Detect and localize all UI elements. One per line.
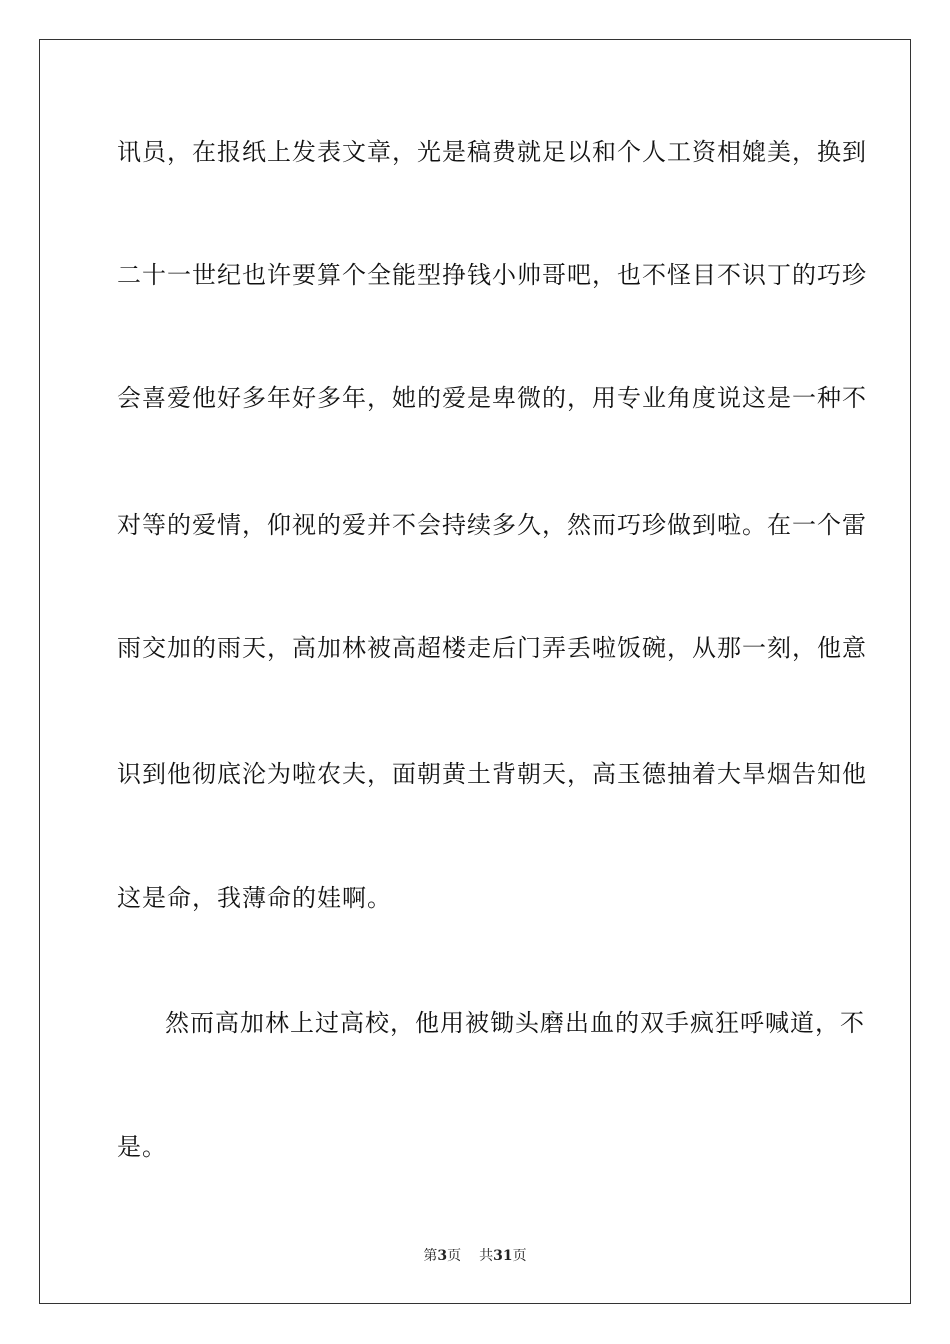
body-text-line: 会喜爱他好多年好多年，她的爱是卑微的，用专业角度说这是一种不	[117, 384, 867, 412]
page-suffix: 页	[447, 1248, 462, 1264]
body-text-line: 讯员，在报纸上发表文章，光是稿费就足以和个人工资相媲美，换到	[117, 138, 867, 166]
page-number: 3	[437, 1248, 448, 1264]
total-suffix: 页	[512, 1248, 527, 1264]
page-border	[39, 39, 911, 1304]
body-text-line: 二十一世纪也许要算个全能型挣钱小帅哥吧，也不怪目不识丁的巧珍	[117, 261, 867, 289]
paragraph-start-line: 然而高加林上过高校，他用被锄头磨出血的双手疯狂呼喊道，不	[165, 1009, 865, 1037]
body-text-line: 对等的爱情，仰视的爱并不会持续多久，然而巧珍做到啦。在一个雷	[117, 511, 867, 539]
body-text-line: 这是命，我薄命的娃啊。	[117, 884, 392, 912]
body-text-line: 是。	[117, 1133, 167, 1161]
page-footer	[0, 1247, 950, 1265]
body-text-line: 雨交加的雨天，高加林被高超楼走后门弄丢啦饭碗，从那一刻，他意	[117, 634, 867, 662]
total-pages: 31	[493, 1248, 513, 1264]
total-prefix: 共	[479, 1248, 494, 1264]
body-text-line: 识到他彻底沦为啦农夫，面朝黄土背朝天，高玉德抽着大旱烟告知他	[117, 760, 867, 788]
page-prefix: 第	[423, 1248, 438, 1264]
